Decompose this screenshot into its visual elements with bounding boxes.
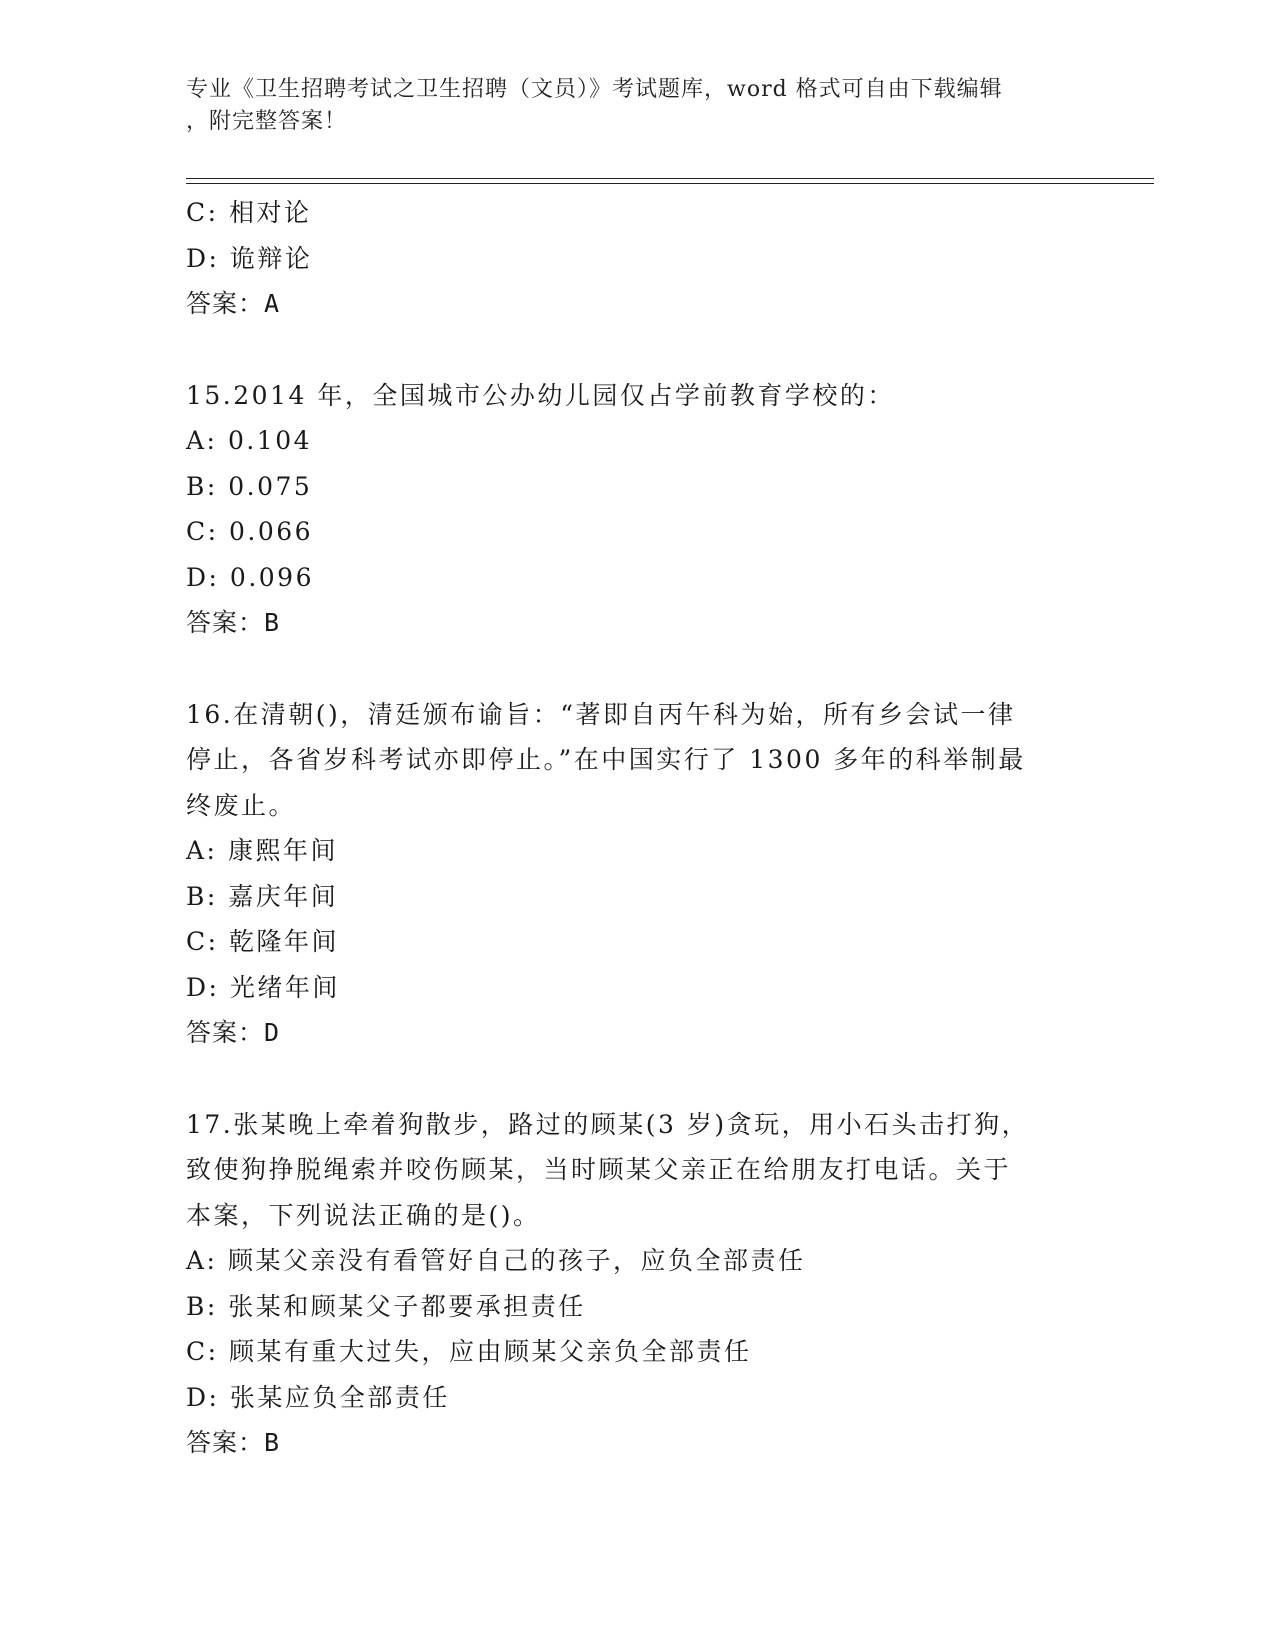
option-text: 张某和顾某父子都要承担责任 bbox=[228, 1291, 586, 1321]
spacer bbox=[186, 327, 1086, 373]
header-rule-top bbox=[186, 178, 1154, 179]
question-16 bbox=[186, 692, 1086, 1056]
option-text: 乾隆年间 bbox=[229, 927, 340, 956]
answer-line bbox=[186, 1010, 1086, 1056]
option-label: D: bbox=[186, 1382, 220, 1412]
option-label: A: bbox=[186, 1246, 218, 1275]
option-label: B: bbox=[186, 881, 218, 911]
option-c bbox=[186, 919, 1086, 965]
header-rule-bottom bbox=[186, 183, 1154, 184]
option-b bbox=[186, 874, 1086, 920]
spacer bbox=[186, 646, 1086, 692]
spacer bbox=[186, 1056, 1086, 1102]
answer-value: A bbox=[264, 289, 281, 318]
header-line-2: ，附完整答案！ bbox=[186, 109, 348, 134]
option-label: D: bbox=[186, 243, 220, 273]
stem-line: 停止，各省岁科考试亦即停止。”在中国实行了 1300 多年的科举制最 bbox=[186, 745, 1026, 774]
option-label: B: bbox=[186, 1291, 218, 1321]
option-c bbox=[186, 190, 1086, 236]
question-list bbox=[186, 190, 1086, 1466]
option-label: A: bbox=[186, 836, 218, 865]
stem-line: 本案，下列说法正确的是()。 bbox=[186, 1200, 541, 1230]
answer-label: 答案： bbox=[186, 608, 265, 637]
option-text: 光绪年间 bbox=[229, 972, 340, 1002]
option-label: A: bbox=[186, 426, 218, 455]
option-d bbox=[186, 236, 1086, 282]
answer-line bbox=[186, 281, 1086, 327]
option-a bbox=[186, 828, 1086, 874]
option-text: 0.104 bbox=[227, 426, 313, 455]
option-b bbox=[186, 464, 1086, 510]
question-15 bbox=[186, 373, 1086, 646]
option-text: 嘉庆年间 bbox=[228, 881, 339, 911]
answer-line bbox=[186, 600, 1086, 646]
option-text: 顾某父亲没有看管好自己的孩子，应负全部责任 bbox=[227, 1246, 806, 1275]
option-d bbox=[186, 965, 1086, 1011]
option-c bbox=[186, 1329, 1086, 1375]
answer-label: 答案： bbox=[186, 1428, 265, 1457]
option-text: 张某应负全部责任 bbox=[229, 1382, 450, 1412]
option-text: 相对论 bbox=[229, 198, 312, 227]
option-a bbox=[186, 1238, 1086, 1284]
question-stem: 15.2014 年，全国城市公办幼儿园仅占学前教育学校的： bbox=[186, 380, 895, 410]
answer-value: B bbox=[264, 608, 281, 637]
option-d bbox=[186, 1375, 1086, 1421]
option-label: C: bbox=[186, 517, 219, 546]
question-14-tail bbox=[186, 190, 1086, 327]
option-c bbox=[186, 509, 1086, 555]
answer-value: B bbox=[264, 1428, 281, 1457]
option-label: D: bbox=[186, 972, 220, 1002]
header-line-1: 专业《卫生招聘考试之卫生招聘（文员）》考试题库，word 格式可自由下载编辑 bbox=[186, 77, 1003, 102]
answer-label: 答案： bbox=[186, 289, 265, 318]
option-a bbox=[186, 418, 1086, 464]
answer-line bbox=[186, 1420, 1086, 1466]
question-stem bbox=[186, 692, 1056, 829]
stem-line: 致使狗挣脱绳索并咬伤顾某，当时顾某父亲正在给朋友打电话。关于 bbox=[186, 1155, 1012, 1184]
stem-line: 17.张某晚上牵着狗散步，路过的顾某(3 岁)贪玩，用小石头击打狗， bbox=[186, 1109, 1030, 1139]
option-label: C: bbox=[186, 1337, 219, 1366]
option-label: C: bbox=[186, 198, 219, 227]
option-label: C: bbox=[186, 927, 219, 956]
option-text: 诡辩论 bbox=[229, 243, 313, 273]
stem-line: 终废止。 bbox=[186, 790, 297, 820]
document-header bbox=[186, 74, 1086, 138]
option-label: B: bbox=[186, 471, 218, 501]
answer-label: 答案： bbox=[186, 1018, 265, 1047]
option-text: 0.066 bbox=[229, 517, 314, 546]
option-label: D: bbox=[186, 562, 220, 592]
question-stem bbox=[186, 1102, 1056, 1239]
option-text: 0.075 bbox=[228, 471, 313, 501]
question-17 bbox=[186, 1102, 1086, 1466]
option-text: 康熙年间 bbox=[227, 836, 338, 865]
stem-line: 16.在清朝()，清廷颁布谕旨：“著即自丙午科为始，所有乡会试一律 bbox=[186, 699, 1016, 729]
option-b bbox=[186, 1284, 1086, 1330]
option-text: 0.096 bbox=[229, 562, 314, 592]
answer-value: D bbox=[264, 1018, 281, 1047]
option-d bbox=[186, 555, 1086, 601]
option-text: 顾某有重大过失，应由顾某父亲负全部责任 bbox=[229, 1337, 752, 1366]
